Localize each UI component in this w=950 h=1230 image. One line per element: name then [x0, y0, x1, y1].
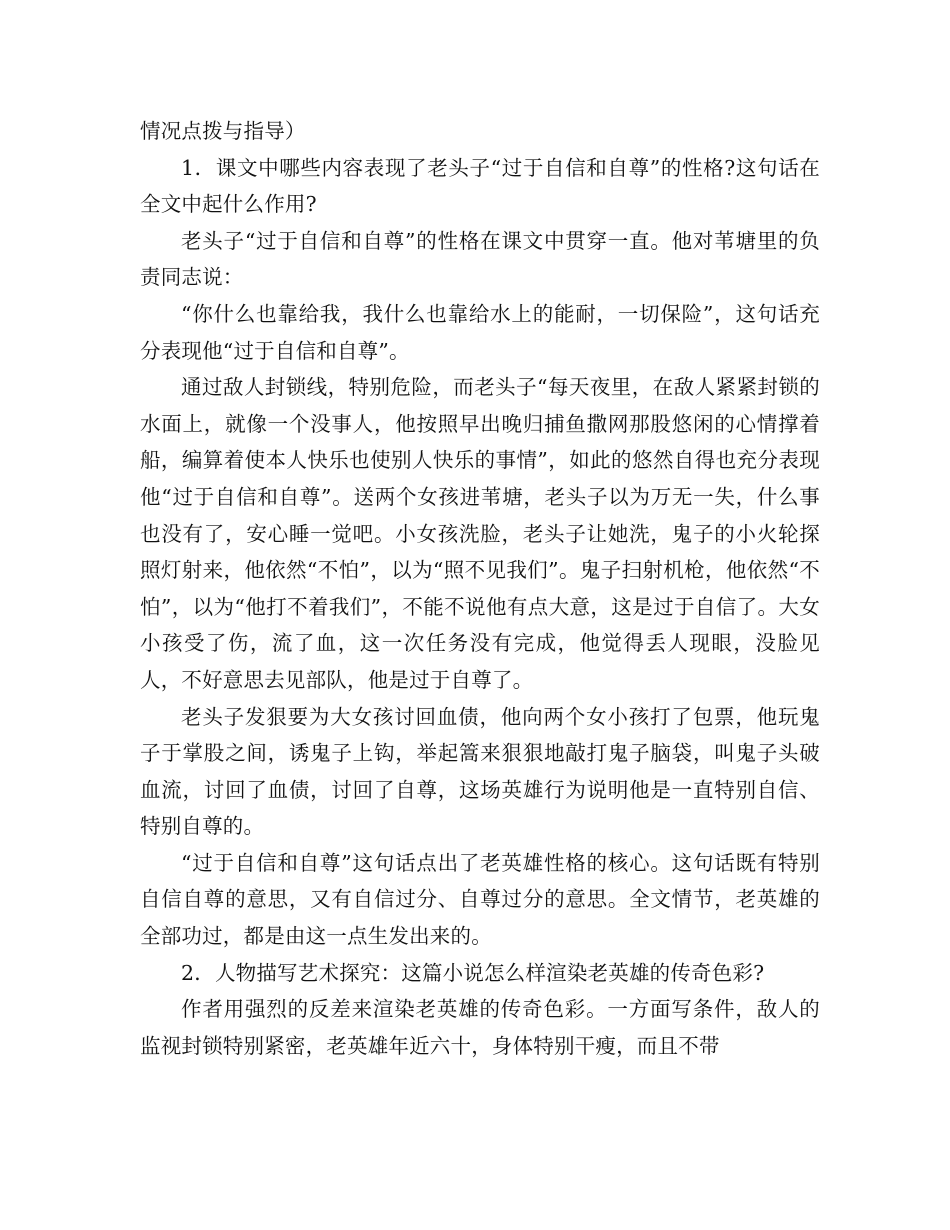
paragraph: 通过敌人封锁线，特别危险，而老头子“每天夜里，在敌人紧紧封锁的水面上，就像一个没事人，他按照早出晚归捕鱼撒网那股悠闲的心情撑着船，编算着使本人快乐也使别人快乐的事情”，如此的悠然自得也充分表现他“过于自信和自尊”。送两个女孩进苇塘，老头子以为万无一失，什么事也没有了，安心睡一觉吧。小女孩洗脸，老头子让她洗，鬼子的小火轮探照灯射来，他依然“不怕”，以为“照不见我们”。鬼子扫射机枪，他依然“不怕”，以为“他打不着我们”，不能不说他有点大意，这是过于自信了。大女小孩受了伤，流了血，这一次任务没有完成，他觉得丢人现眼，没脸见人，不好意思去见部队，他是过于自尊了。 — [140, 375, 820, 692]
question-1: 1．课文中哪些内容表现了老头子“过于自信和自尊”的性格?这句话在全文中起什么作用? — [140, 155, 820, 217]
question-2: 2．人物描写艺术探究：这篇小说怎么样渲染老英雄的传奇色彩? — [181, 960, 765, 985]
document-body — [140, 113, 820, 1064]
paragraph: 老头子“过于自信和自尊”的性格在课文中贯穿一直。他对苇塘里的负责同志说： — [140, 228, 820, 290]
quote-paragraph: “你什么也靠给我，我什么也靠给水上的能耐，一切保险”，这句话充分表现他“过于自信和自尊”。 — [140, 301, 820, 363]
paragraph: 老头子发狠要为大女孩讨回血债，他向两个女小孩打了包票，他玩鬼子于掌股之间，诱鬼子上钩，举起篙来狠狠地敲打鬼子脑袋，叫鬼子头破血流，讨回了血债，讨回了自尊，这场英雄行为说明他是一直特别自信、特别自尊的。 — [140, 704, 820, 839]
paragraph: “过于自信和自尊”这句话点出了老英雄性格的核心。这句话既有特别自信自尊的意思，又有自信过分、自尊过分的意思。全文情节，老英雄的全部功过，都是由这一点生发出来的。 — [140, 850, 820, 949]
paragraph-fragment: 情况点拨与指导） — [140, 119, 306, 143]
paragraph: 作者用强烈的反差来渲染老英雄的传奇色彩。一方面写条件，敌人的监视封锁特别紧密，老英雄年近六十，身体特别干瘦，而且不带 — [140, 997, 820, 1058]
